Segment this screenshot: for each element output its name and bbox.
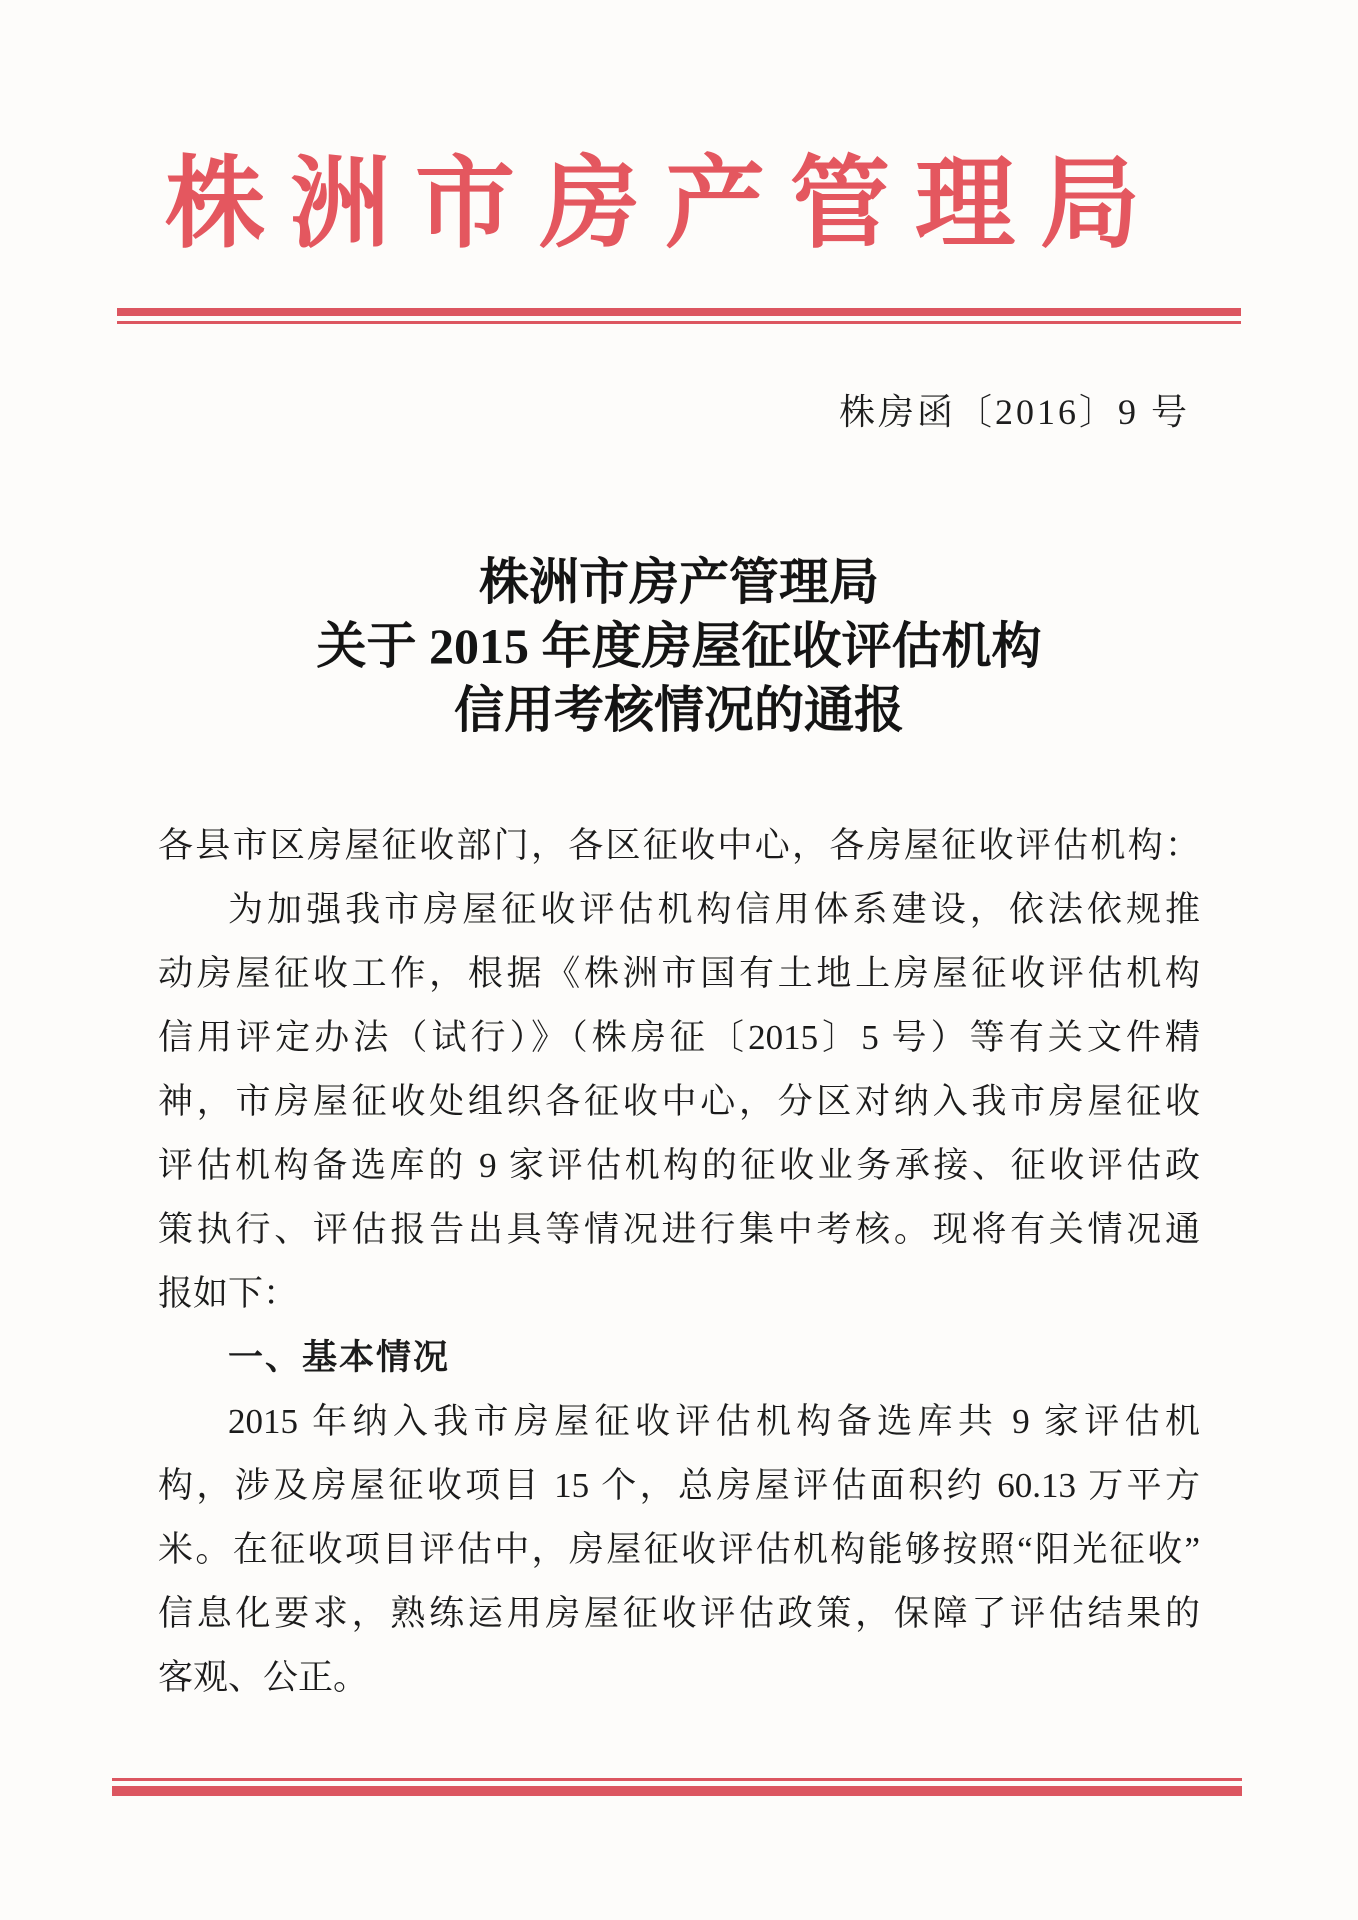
body-line: 信用评定办法（试行）》（株房征〔2015〕5 号）等有关文件精 xyxy=(158,1018,1200,1057)
body-line: 为加强我市房屋征收评估机构信用体系建设，依法依规推 xyxy=(228,890,1200,929)
agency-letterhead-title: 株洲市房产管理局 xyxy=(165,149,1165,260)
divider-thick-line xyxy=(117,308,1241,316)
section-heading: 一、基本情况 xyxy=(228,1338,451,1377)
document-title xyxy=(0,550,1358,742)
body-line: 策执行、评估报告出具等情况进行集中考核。现将有关情况通 xyxy=(158,1210,1200,1249)
body-line: 2015 年纳入我市房屋征收评估机构备选库共 9 家评估机 xyxy=(228,1402,1200,1441)
document-title-line: 信用考核情况的通报 xyxy=(454,682,904,738)
letterhead-divider xyxy=(117,308,1241,324)
body-line: 评估机构备选库的 9 家评估机构的征收业务承接、征收评估政 xyxy=(158,1146,1200,1185)
body-line: 客观、公正。 xyxy=(158,1658,369,1697)
body-line: 报如下： xyxy=(158,1274,299,1313)
document-title-line: 关于 2015 年度房屋征收评估机构 xyxy=(316,618,1042,674)
divider-thin-line xyxy=(117,321,1241,324)
body-line: 信息化要求，熟练运用房屋征收评估政策，保障了评估结果的 xyxy=(158,1594,1200,1633)
body-line: 神，市房屋征收处组织各征收中心，分区对纳入我市房屋征收 xyxy=(158,1082,1200,1121)
body-line: 各县市区房屋征收部门，各区征收中心，各房屋征收评估机构： xyxy=(158,826,1200,865)
document-title-line: 株洲市房产管理局 xyxy=(479,554,879,610)
document-body xyxy=(158,814,1200,1710)
body-line: 动房屋征收工作，根据《株洲市国有土地上房屋征收评估机构 xyxy=(158,954,1200,993)
document-number: 株房函〔2016〕9 号 xyxy=(838,392,1190,432)
footer-divider xyxy=(112,1778,1242,1796)
body-line: 米。在征收项目评估中，房屋征收评估机构能够按照“阳光征收” xyxy=(158,1530,1200,1569)
divider-thick-line xyxy=(112,1786,1242,1796)
body-line: 构，涉及房屋征收项目 15 个，总房屋评估面积约 60.13 万平方 xyxy=(158,1466,1200,1505)
